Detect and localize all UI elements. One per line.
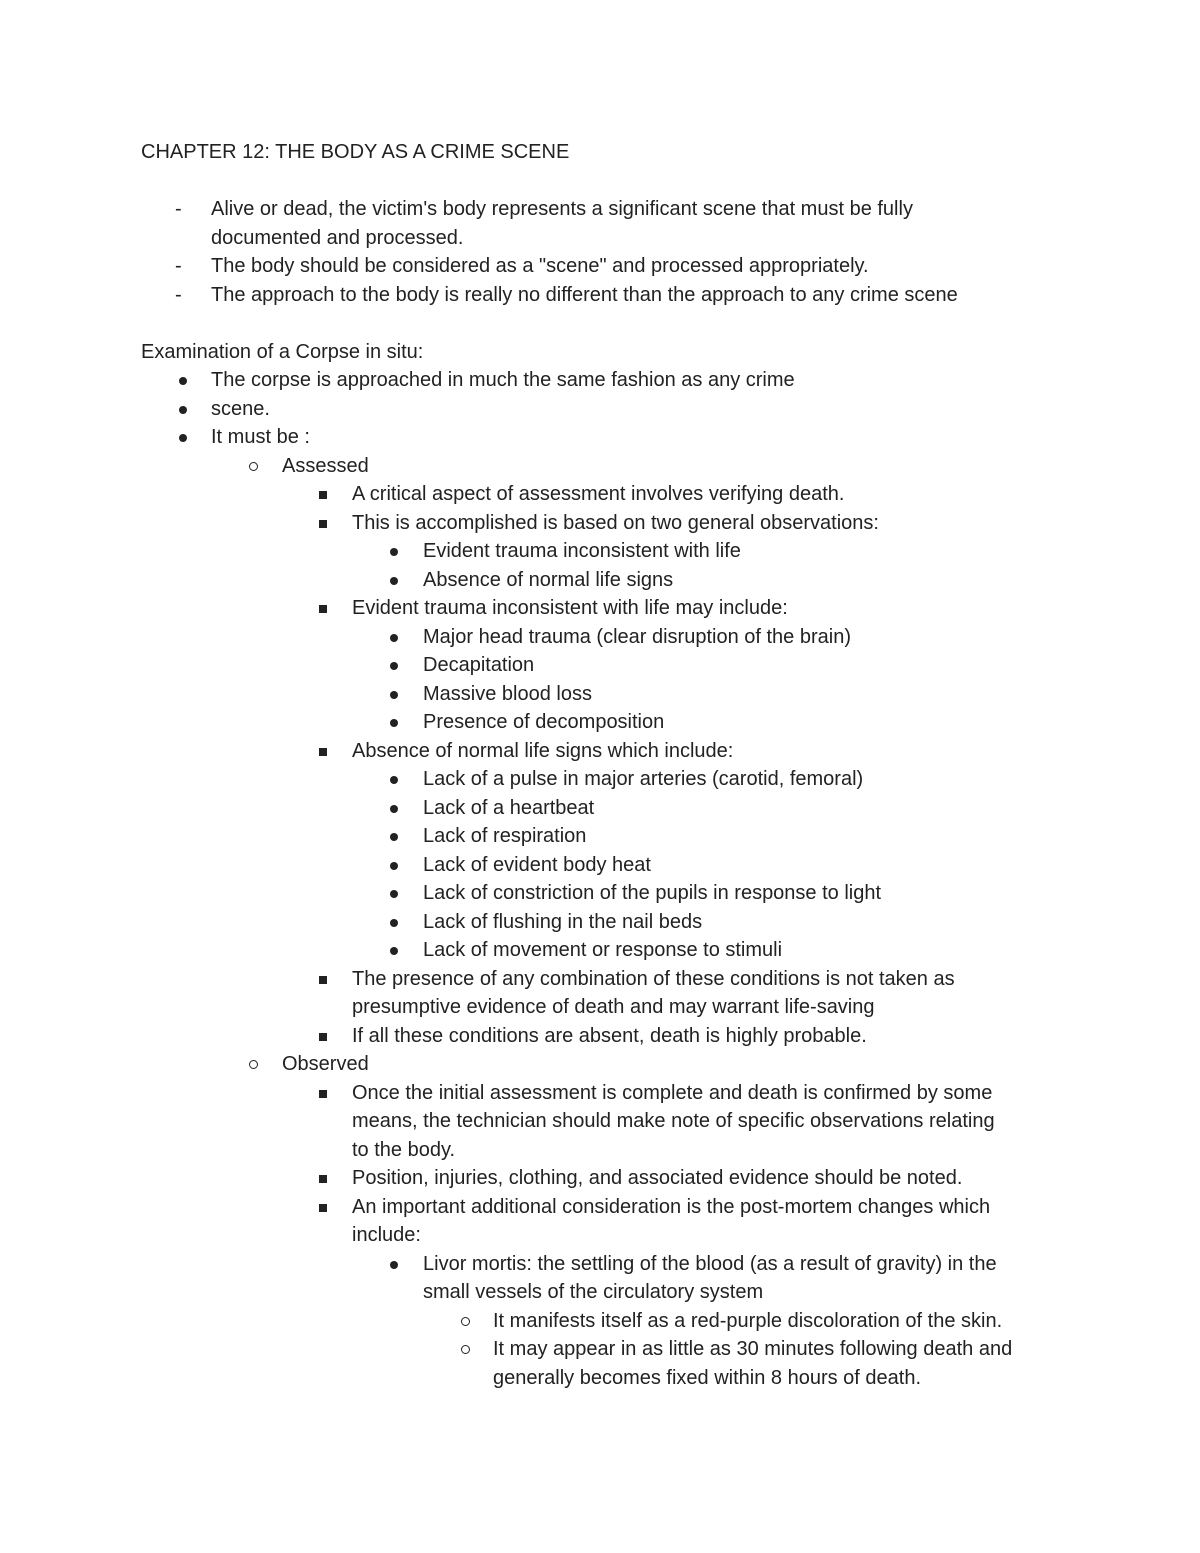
bullet-item [0, 395, 1200, 424]
bullet-dot-icon [390, 1261, 398, 1269]
intro-text: documented and processed. [211, 226, 464, 249]
dash-marker: - [175, 283, 182, 306]
trauma-heading: Evident trauma inconsistent with life may include: [352, 597, 788, 619]
presence-note-continued [0, 993, 1200, 1022]
postmortem-note-text: include: [352, 1224, 421, 1246]
assessment-note-text: to the body. [352, 1138, 456, 1161]
intro-text: The body should be considered as a "scene" and processed appropriately. [211, 255, 869, 277]
sign-text: Lack of constriction of the pupils in response to light [423, 882, 882, 904]
bullet-square-icon [319, 605, 327, 613]
assessment-note-item [0, 1079, 1200, 1108]
assessment-note-text: means, the technician should make note of specific observations relating [352, 1110, 995, 1132]
bullet-dot-icon [390, 890, 398, 898]
position-note-text: Position, injuries, clothing, and associated evidence should be noted. [352, 1167, 963, 1189]
livor-text: Livor mortis: the settling of the blood (as a result of gravity) in the [423, 1252, 997, 1275]
bullet-dot-icon [390, 919, 398, 927]
bullet-dot-icon [179, 377, 187, 385]
trauma-item [0, 708, 1200, 737]
assessed-label: Assessed [282, 454, 369, 477]
bullet-dot-icon [390, 691, 398, 699]
observation-text: Absence of normal life signs [423, 568, 674, 591]
intro-item [0, 252, 1200, 281]
assessed-subitem [0, 480, 1200, 509]
absent-note-item [0, 1022, 1200, 1051]
bullet-circle-icon [249, 1060, 258, 1069]
bullet-text: It must be : [211, 426, 310, 448]
livor-text: small vessels of the circulatory system [423, 1281, 764, 1303]
intro-item [0, 281, 1200, 310]
livor-detail-item [0, 1307, 1200, 1336]
intro-item-continued [0, 224, 1200, 253]
observed-item [0, 1050, 1200, 1079]
chapter-title: CHAPTER 12: THE BODY AS A CRIME SCENE [141, 141, 570, 163]
absent-note-text: If all these conditions are absent, death is highly probable. [352, 1024, 867, 1047]
bullet-dot-icon [390, 548, 398, 556]
livor-detail-text: It may appear in as little as 30 minutes following death and [493, 1338, 1013, 1360]
assessed-text: This is accomplished is based on two general observations: [352, 511, 879, 534]
trauma-item [0, 651, 1200, 680]
bullet-dot-icon [390, 634, 398, 642]
bullet-circle-icon [249, 462, 258, 471]
bullet-dot-icon [390, 719, 398, 727]
trauma-text: Presence of decomposition [423, 711, 665, 733]
spacer [0, 167, 1200, 196]
sign-text: Lack of a heartbeat [423, 796, 595, 819]
bullet-item [0, 423, 1200, 452]
document-content [0, 138, 1200, 1392]
bullet-dot-icon [390, 833, 398, 841]
bullet-dot-icon [390, 577, 398, 585]
intro-item [0, 195, 1200, 224]
presence-note-text: The presence of any combination of these conditions is not taken as [352, 967, 955, 990]
bullet-item [0, 366, 1200, 395]
sign-item [0, 908, 1200, 937]
livor-continued [0, 1278, 1200, 1307]
position-note-item [0, 1164, 1200, 1193]
bullet-dot-icon [179, 434, 187, 442]
sign-item [0, 822, 1200, 851]
sign-item [0, 765, 1200, 794]
assessed-text: A critical aspect of assessment involves verifying death. [352, 483, 845, 505]
presence-note-text: presumptive evidence of death and may warrant life-saving [352, 996, 875, 1018]
bullet-text: The corpse is approached in much the same fashion as any crime [211, 369, 795, 391]
bullet-dot-icon [390, 776, 398, 784]
bullet-square-icon [319, 1175, 327, 1183]
trauma-heading-item [0, 594, 1200, 623]
sign-text: Lack of movement or response to stimuli [423, 939, 783, 961]
observation-item [0, 566, 1200, 595]
trauma-text: Decapitation [423, 654, 535, 676]
postmortem-note-continued [0, 1221, 1200, 1250]
livor-detail-item [0, 1335, 1200, 1364]
bullet-circle-icon [461, 1317, 470, 1326]
sign-item [0, 794, 1200, 823]
livor-detail-text: It manifests itself as a red-purple discoloration of the skin. [493, 1309, 1003, 1332]
bullet-dot-icon [179, 406, 187, 414]
sign-text: Lack of evident body heat [423, 853, 651, 876]
livor-item [0, 1250, 1200, 1279]
bullet-dot-icon [390, 862, 398, 870]
sign-item [0, 851, 1200, 880]
bullet-dot-icon [390, 947, 398, 955]
bullet-dot-icon [390, 662, 398, 670]
postmortem-note-text: An important additional consideration is the post-mortem changes which [352, 1195, 991, 1218]
presence-note-item [0, 965, 1200, 994]
signs-heading: Absence of normal life signs which include: [352, 739, 734, 762]
observation-item [0, 537, 1200, 566]
assessed-item [0, 452, 1200, 481]
bullet-square-icon [319, 491, 327, 499]
bullet-square-icon [319, 976, 327, 984]
livor-detail-text: generally becomes fixed within 8 hours of death. [493, 1366, 922, 1389]
dash-marker: - [175, 255, 182, 277]
observation-text: Evident trauma inconsistent with life [423, 540, 741, 562]
spacer [0, 309, 1200, 338]
trauma-item [0, 623, 1200, 652]
livor-detail-continued [0, 1364, 1200, 1393]
intro-text: Alive or dead, the victim's body represents a significant scene that must be fully [211, 198, 913, 220]
trauma-item [0, 680, 1200, 709]
assessment-note-continued [0, 1107, 1200, 1136]
postmortem-note-item [0, 1193, 1200, 1222]
section-heading-line [0, 338, 1200, 367]
section-heading: Examination of a Corpse in situ: [141, 340, 424, 363]
bullet-square-icon [319, 748, 327, 756]
trauma-text: Massive blood loss [423, 682, 592, 705]
chapter-title-line [0, 138, 1200, 167]
sign-text: Lack of flushing in the nail beds [423, 910, 703, 933]
dash-marker: - [175, 198, 182, 220]
signs-heading-item [0, 737, 1200, 766]
assessment-note-continued [0, 1136, 1200, 1165]
observed-label: Observed [282, 1053, 369, 1075]
bullet-square-icon [319, 1090, 327, 1098]
assessment-note-text: Once the initial assessment is complete and death is confirmed by some [352, 1081, 993, 1104]
bullet-dot-icon [390, 805, 398, 813]
bullet-square-icon [319, 1033, 327, 1041]
sign-text: Lack of a pulse in major arteries (carotid, femoral) [423, 768, 864, 790]
sign-item [0, 879, 1200, 908]
intro-text: The approach to the body is really no different than the approach to any crime scene [211, 283, 958, 306]
bullet-text: scene. [211, 397, 270, 420]
sign-item [0, 936, 1200, 965]
sign-text: Lack of respiration [423, 825, 587, 847]
assessed-subitem [0, 509, 1200, 538]
bullet-square-icon [319, 520, 327, 528]
trauma-text: Major head trauma (clear disruption of the brain) [423, 625, 851, 648]
bullet-square-icon [319, 1204, 327, 1212]
bullet-circle-icon [461, 1345, 470, 1354]
